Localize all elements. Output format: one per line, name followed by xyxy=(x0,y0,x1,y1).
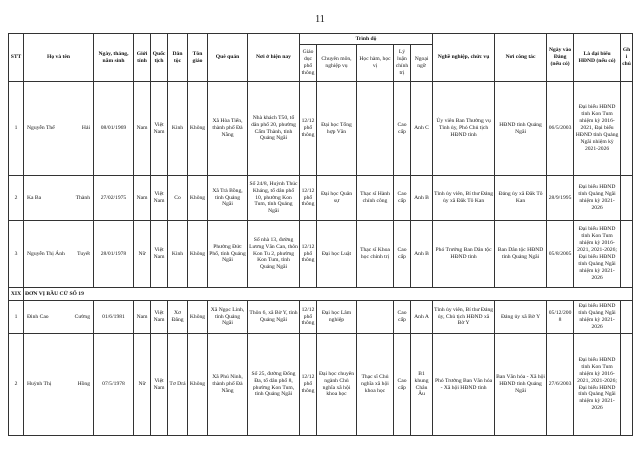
table-row xyxy=(9,334,633,436)
cell-dob: 27/02/1975 xyxy=(94,176,134,221)
cell-residence: Số 25, đường Đống Đa, tổ dân phố 8, phường Kon Tum, tỉnh Quảng Ngãi xyxy=(248,334,300,436)
cell-political: Cao cấp xyxy=(394,301,411,334)
cell-residence: Số 24/8, Huỳnh Thúc Kháng, tổ dân phố 10, phường Kon Tum, tỉnh Quảng Ngãi xyxy=(248,176,300,221)
cell-occupation: Phó Trưởng Ban Văn hóa - Xã hội HĐND tỉnh xyxy=(433,334,495,436)
cell-ethnicity: Kinh xyxy=(168,82,188,176)
cell-general-edu: 12/12 phổ thông xyxy=(300,221,317,288)
cell-nationality: Việt Nam xyxy=(151,301,168,334)
cell-language: B1 khung Châu Âu xyxy=(411,334,433,436)
header-dob: Ngày, tháng, năm sinh xyxy=(94,34,134,82)
header-workplace: Nơi công tác xyxy=(495,34,547,82)
cell-religion: Không xyxy=(188,221,208,288)
cell-ethnicity: Kinh xyxy=(168,221,188,288)
table-row xyxy=(9,221,633,288)
cell-religion: Không xyxy=(188,176,208,221)
cell-residence: Nhà khách T50, tổ dân phố 20, phường Cẩm Thành, tỉnh Quảng Ngãi xyxy=(248,82,300,176)
cell-stt: 1 xyxy=(9,301,24,334)
group-row xyxy=(9,288,633,301)
cell-language: Anh B xyxy=(411,176,433,221)
cell-degree xyxy=(357,301,394,334)
cell-nationality: Việt Nam xyxy=(151,82,168,176)
cell-ethnicity: Tơ Drá xyxy=(168,334,188,436)
header-gender: Giới tính xyxy=(134,34,151,82)
header-occupation: Nghề nghiệp, chức vụ xyxy=(433,34,495,82)
cell-note xyxy=(621,82,633,176)
cell-hometown: Xã Hòa Tiến, thành phố Đà Nẵng xyxy=(208,82,248,176)
cell-note xyxy=(621,301,633,334)
cell-name xyxy=(24,301,94,334)
cell-note xyxy=(621,176,633,221)
header-specialty: Chuyên môn, nghiệp vụ xyxy=(317,45,357,82)
header-delegate: Là đại biểu HĐND (nếu có) xyxy=(574,34,621,82)
header-religion: Tôn giáo xyxy=(188,34,208,82)
cell-religion: Không xyxy=(188,334,208,436)
cell-dob: 01/6/1981 xyxy=(94,301,134,334)
header-stt: STT xyxy=(9,34,24,82)
cell-hometown: Phường Đức Phổ, tỉnh Quảng Ngãi xyxy=(208,221,248,288)
cell-delegate: Đại biểu HĐND tỉnh Quảng Ngãi nhiệm kỳ 2021-2026 xyxy=(574,301,621,334)
header-education: Trình độ xyxy=(300,34,433,45)
cell-gender: Nam xyxy=(134,82,151,176)
cell-general-edu: 12/12 phổ thông xyxy=(300,82,317,176)
header-hometown: Quê quán xyxy=(208,34,248,82)
cell-delegate: Đại biểu HĐND tỉnh Kon Tum nhiệm kỳ 2016-2021, 2021-2026; Đại biểu HĐND tỉnh Quảng Ngãi nhiệm kỳ 2021-2026 xyxy=(574,221,621,288)
table-row xyxy=(9,176,633,221)
cell-party-date: 27/6/2003 xyxy=(547,334,574,436)
cell-occupation: Ủy viên Ban Thường vụ Tỉnh ủy, Phó Chủ tịch HĐND tỉnh xyxy=(433,82,495,176)
cell-gender: Nam xyxy=(134,176,151,221)
cell-degree xyxy=(357,82,394,176)
cell-party-date: 28/9/1995 xyxy=(547,176,574,221)
name-first: Cường xyxy=(74,313,90,320)
cell-workplace: Ban Dân tộc HĐND tỉnh Quảng Ngãi xyxy=(495,221,547,288)
cell-workplace: Đảng ủy xã Bờ Y xyxy=(495,301,547,334)
cell-specialty: Đại học Luật xyxy=(317,221,357,288)
cell-note xyxy=(621,334,633,436)
cell-nationality: Việt Nam xyxy=(151,221,168,288)
cell-stt: 3 xyxy=(9,221,24,288)
cell-language: Anh C xyxy=(411,82,433,176)
name-first: Hồng xyxy=(77,381,90,387)
name-first: Thành xyxy=(75,194,90,201)
group-title: ĐƠN VỊ BẦU CỬ SỐ 19 xyxy=(24,288,633,301)
header-note: Ghi chú xyxy=(621,34,633,82)
cell-ethnicity: Xơ Đăng xyxy=(168,301,188,334)
cell-ethnicity: Co xyxy=(168,176,188,221)
cell-name xyxy=(24,221,94,288)
candidate-table xyxy=(8,33,633,436)
header-nationality: Quốc tịch xyxy=(151,34,168,82)
cell-party-date: 05/8/2005 xyxy=(547,221,574,288)
cell-gender: Nam xyxy=(134,301,151,334)
header-name: Họ và tên xyxy=(24,34,94,82)
name-given: Huỳnh Thị xyxy=(27,381,52,387)
header-party-date: Ngày vào Đảng (nếu có) xyxy=(547,34,574,82)
cell-residence: Số nhà 13, đường Lương Văn Can, thôn Kon Tu 2, phường Kon Tum, tỉnh Quảng Ngãi xyxy=(248,221,300,288)
cell-party-date: 06/5/2003 xyxy=(547,82,574,176)
cell-degree: Thạc sĩ Chủ nghĩa xã hội khoa học xyxy=(357,334,394,436)
table-row xyxy=(9,82,633,176)
cell-occupation: Tỉnh ủy viên, Bí thư Đảng ủy xã Đăk Tô Kan xyxy=(433,176,495,221)
cell-hometown: Xã Trà Bồng, tỉnh Quảng Ngãi xyxy=(208,176,248,221)
cell-residence: Thôn 6, xã Bờ Y, tỉnh Quảng Ngãi xyxy=(248,301,300,334)
name-first: Tuyết xyxy=(77,250,90,257)
cell-religion: Không xyxy=(188,82,208,176)
table-header xyxy=(9,34,633,82)
name-given: Ka Ba xyxy=(27,194,42,201)
cell-dob: 08/01/1969 xyxy=(94,82,134,176)
cell-general-edu: 12/12 phổ thông xyxy=(300,334,317,436)
cell-delegate: Đại biểu HĐND tỉnh Kon Tum nhiệm kỳ 2016-2021, 2021-2026; Đại biểu HĐND tỉnh Quảng Ngãi nhiệm kỳ 2021-2026 xyxy=(574,334,621,436)
cell-nationality: Việt Nam xyxy=(151,334,168,436)
cell-workplace: HĐND tỉnh Quảng Ngãi xyxy=(495,82,547,176)
cell-workplace: Ban Văn hóa - Xã hội HĐND tỉnh Quảng Ngãi xyxy=(495,334,547,436)
cell-language: Anh A xyxy=(411,301,433,334)
cell-gender: Nữ xyxy=(134,334,151,436)
cell-occupation: Phó Trưởng Ban Dân tộc HĐND tỉnh xyxy=(433,221,495,288)
group-number: XIX xyxy=(9,288,24,301)
page-number: 11 xyxy=(315,14,325,25)
cell-general-edu: 12/12 phổ thông xyxy=(300,301,317,334)
cell-stt: 1 xyxy=(9,82,24,176)
cell-note xyxy=(621,221,633,288)
cell-name xyxy=(24,176,94,221)
cell-degree: Thạc sĩ Khoa học chính trị xyxy=(357,221,394,288)
cell-hometown: Xã Phú Ninh, thành phố Đà Nẵng xyxy=(208,334,248,436)
cell-specialty: Đại học Tổng hợp Văn xyxy=(317,82,357,176)
cell-hometown: Xã Ngọc Linh, tỉnh Quảng Ngãi xyxy=(208,301,248,334)
name-given: Nguyễn Thị Ánh xyxy=(27,250,65,257)
cell-occupation: Tỉnh ủy viên, Bí thư Đảng ủy, Chủ tịch HĐND xã Bờ Y xyxy=(433,301,495,334)
name-given: Đinh Cao xyxy=(27,313,49,320)
cell-specialty: Đại học chuyên ngành Chủ nghĩa xã hội khoa học xyxy=(317,334,357,436)
header-general-edu: Giáo dục phổ thông xyxy=(300,45,317,82)
cell-stt: 2 xyxy=(9,334,24,436)
cell-gender: Nữ xyxy=(134,221,151,288)
cell-political: Cao cấp xyxy=(394,334,411,436)
header-degree: Học hàm, học vị xyxy=(357,45,394,82)
cell-specialty: Đại học Quân sự xyxy=(317,176,357,221)
cell-workplace: Đảng ủy xã Đăk Tô Kan xyxy=(495,176,547,221)
cell-stt: 2 xyxy=(9,176,24,221)
cell-dob: 07/5/1978 xyxy=(94,334,134,436)
header-political: Lý luận chính trị xyxy=(394,45,411,82)
cell-delegate: Đại biểu HĐND tỉnh Quảng Ngãi nhiệm kỳ 2021-2026 xyxy=(574,176,621,221)
name-given: Nguyễn Thế xyxy=(27,125,55,131)
cell-delegate: Đại biểu HĐND tỉnh Kon Tum nhiệm kỳ 2016-2021, Đại biểu HĐND tỉnh Quảng Ngãi nhiệm kỳ 2021-2026 xyxy=(574,82,621,176)
header-residence: Nơi ở hiện nay xyxy=(248,34,300,82)
cell-general-edu: 12/12 phổ thông xyxy=(300,176,317,221)
header-language: Ngoại ngữ xyxy=(411,45,433,82)
cell-specialty: Đại học Lâm nghiệp xyxy=(317,301,357,334)
header-ethnicity: Dân tộc xyxy=(168,34,188,82)
cell-dob: 28/01/1978 xyxy=(94,221,134,288)
cell-name xyxy=(24,82,94,176)
cell-language: Anh B xyxy=(411,221,433,288)
name-first: Hải xyxy=(81,125,90,131)
cell-name xyxy=(24,334,94,436)
table-row xyxy=(9,301,633,334)
cell-party-date: 05/12/2008 xyxy=(547,301,574,334)
cell-political: Cao cấp xyxy=(394,221,411,288)
cell-nationality: Việt Nam xyxy=(151,176,168,221)
cell-religion: Không xyxy=(188,301,208,334)
cell-political: Cao cấp xyxy=(394,176,411,221)
cell-political: Cao cấp xyxy=(394,82,411,176)
cell-degree: Thạc sĩ Hành chính công xyxy=(357,176,394,221)
